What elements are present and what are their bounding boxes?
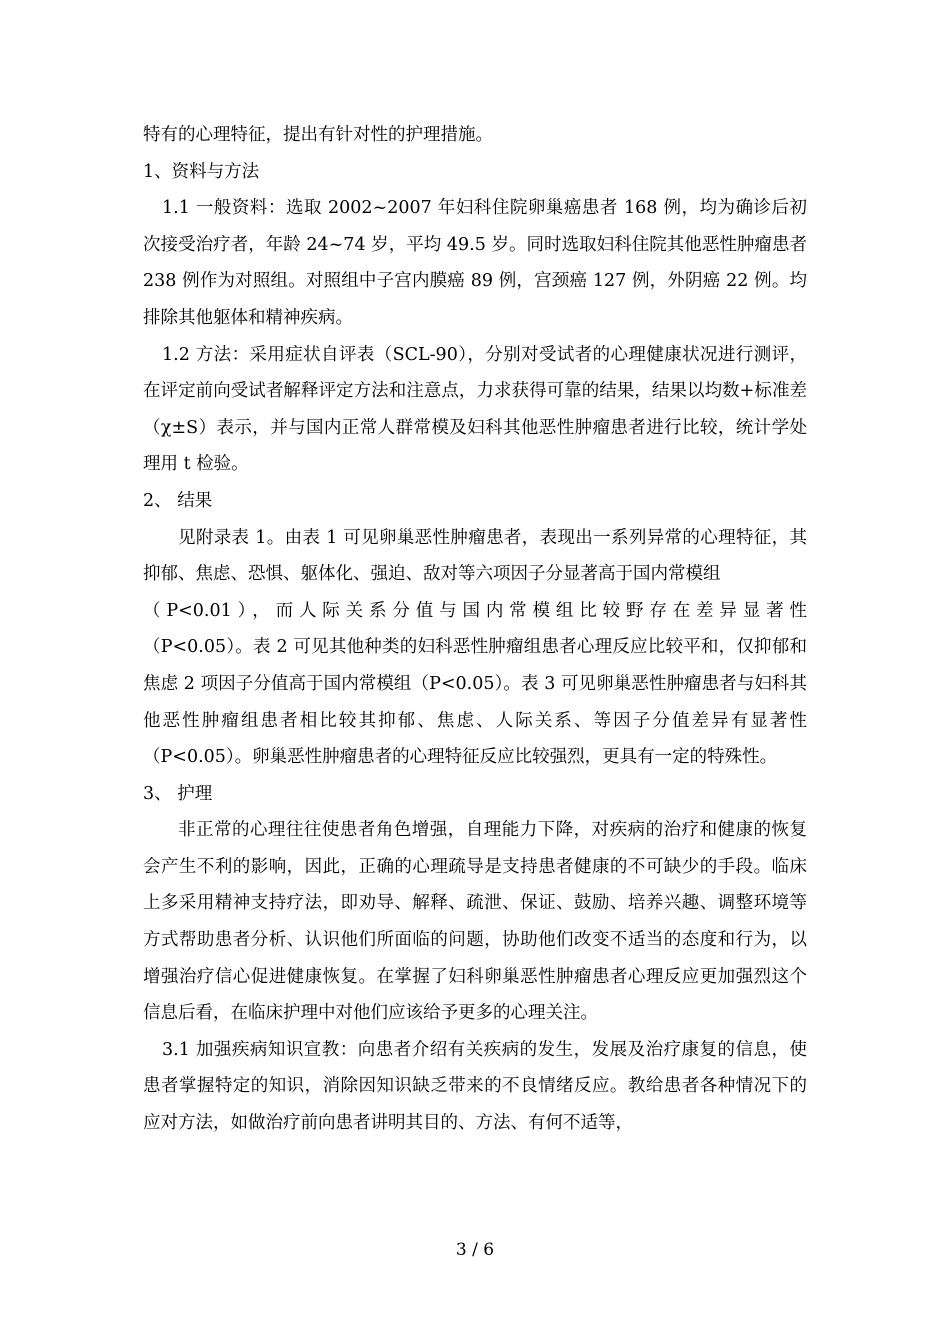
page-number: 3 / 6 [455,1240,495,1260]
paragraph-general-data: 1.1 一般资料：选取 2002~2007 年妇科住院卵巢癌患者 168 例，均为确诊后初次接受治疗者，年龄 24~74 岁，平均 49.5 岁。同时选取妇科住院其他恶性肿瘤患者 238 例作为对照组。对照组中子宫内膜癌 89 例，宫颈癌 127 例，外阴癌 22 例。均排除其他躯体和精神疾病。 [143,198,807,328]
paragraph-knowledge-education: 3.1 加强疾病知识宣教：向患者介绍有关疾病的发生，发展及治疗康复的信息，使患者掌握特定的知识，消除因知识缺乏带来的不良情绪反应。教给患者各种情况下的应对方法，如做治疗前向患者讲明其目的、方法、有何不适等， [143,1039,807,1134]
paragraph-results-part3: （P<0.05）。表 2 可见其他种类的妇科恶性肿瘤组患者心理反应比较平和，仅抑郁和焦虑 2 项因子分值高于国内常模组（P<0.05）。表 3 可见卵巢恶性肿瘤患者与妇科其他恶性肿瘤组患者相比较其抑郁、焦虑、人际关系、等因子分值差异有显著性（P<0.05）。卵巢恶性肿瘤患者的心理特征反应比较强烈，更具有一定的特殊性。 [143,637,807,768]
document-page [143,117,807,1142]
heading-results: 2、 结果 [143,490,213,511]
paragraph-results-part1: 见附录表 1。由表 1 可见卵巢恶性肿瘤患者，表现出一系列异常的心理特征，其抑郁、焦虑、恐惧、躯体化、强迫、敌对等六项因子分显著高于国内常模组 [143,527,807,585]
paragraph-method: 1.2 方法：采用症状自评表（SCL-90），分别对受试者的心理健康状况进行测评，在评定前向受试者解释评定方法和注意点，力求获得可靠的结果，结果以均数+标准差（χ±S）表示，并与国内正常人群常模及妇科其他恶性肿瘤患者进行比较，统计学处理用 t 检验。 [143,344,807,475]
paragraph-intro-end: 特有的心理特征，提出有针对性的护理措施。 [143,125,493,145]
heading-materials-methods: 1、资料与方法 [143,161,260,182]
paragraph-nursing-intro: 非正常的心理往往使患者角色增强，自理能力下降，对疾病的治疗和健康的恢复会产生不利的影响，因此，正确的心理疏导是支持患者健康的不可缺少的手段。临床上多采用精神支持疗法，即劝导、解释、疏泄、保证、鼓励、培养兴趣、调整环境等方式帮助患者分析、认识他们所面临的问题，协助他们改变不适当的态度和行为，以增强治疗信心促进健康恢复。在掌握了妇科卵巢恶性肿瘤患者心理反应更加强烈这个信息后看，在临床护理中对他们应该给予更多的心理关注。 [143,820,807,1024]
heading-nursing: 3、 护理 [143,783,213,804]
paragraph-results-part2: （P<0.01），而人际关系分值与国内常模组比较野存在差异显著性 [143,600,807,621]
